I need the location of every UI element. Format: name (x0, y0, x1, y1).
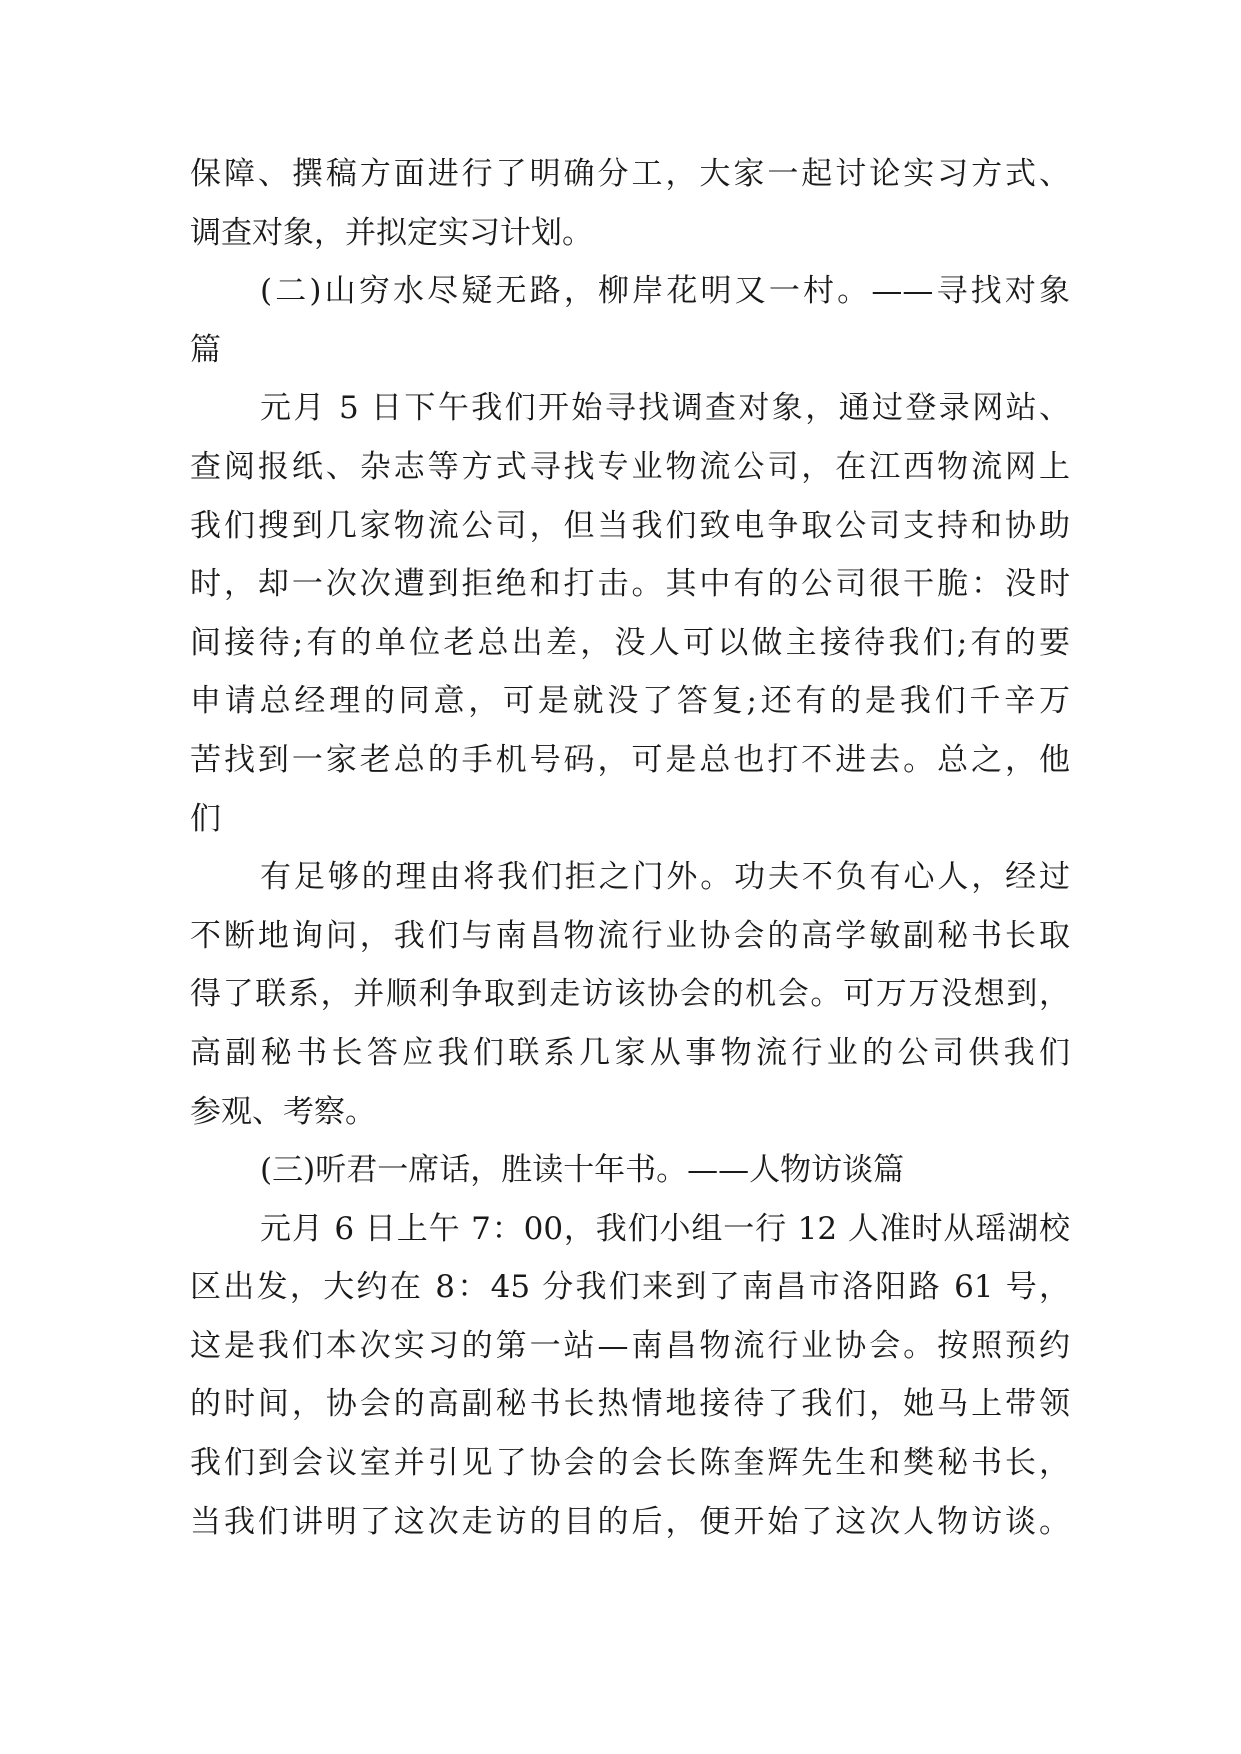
text-line: 元月 5 日下午我们开始寻找调查对象，通过登录网站、 (260, 390, 1070, 427)
document-body-text (190, 145, 1070, 1551)
text-line: 时，却一次次遭到拒绝和打击。其中有的公司很干脆：没时 (190, 566, 1070, 603)
text-line: 苦找到一家老总的手机号码，可是总也打不进去。总之，他 (190, 741, 1070, 778)
text-line: 查阅报纸、杂志等方式寻找专业物流公司，在江西物流网上 (190, 448, 1070, 485)
text-line: 当我们讲明了这次走访的目的后，便开始了这次人物访谈。 (190, 1503, 1070, 1540)
text-line: 保障、撰稿方面进行了明确分工，大家一起讨论实习方式、 (190, 156, 1070, 192)
text-line: 我们搜到几家物流公司，但当我们致电争取公司支持和协助 (190, 507, 1070, 544)
text-line: 申请总经理的同意，可是就没了答复;还有的是我们千辛万 (190, 683, 1070, 720)
text-line: 不断地询问，我们与南昌物流行业协会的高学敏副秘书长取 (190, 917, 1070, 954)
text-line: 我们到会议室并引见了协会的会长陈奎辉先生和樊秘书长， (190, 1445, 1070, 1482)
text-line: 区出发，大约在 8：45 分我们来到了南昌市洛阳路 61 号， (190, 1269, 1070, 1306)
text-line: 这是我们本次实习的第一站—南昌物流行业协会。按照预约 (190, 1327, 1070, 1364)
text-line: 们 (190, 800, 221, 837)
text-line: 篇 (190, 331, 221, 368)
text-line: 高副秘书长答应我们联系几家从事物流行业的公司供我们 (190, 1034, 1070, 1071)
text-line: 调查对象，并拟定实习计划。 (190, 214, 593, 251)
text-line: 参观、考察。 (190, 1093, 376, 1130)
text-line: 元月 6 日上午 7：00，我们小组一行 12 人准时从瑶湖校 (260, 1210, 1070, 1247)
text-line: 的时间，协会的高副秘书长热情地接待了我们，她马上带领 (190, 1386, 1070, 1423)
text-line: (二)山穷水尽疑无路，柳岸花明又一村。——寻找对象 (260, 273, 1070, 310)
text-line: 间接待;有的单位老总出差，没人可以做主接待我们;有的要 (190, 624, 1070, 661)
text-line: 有足够的理由将我们拒之门外。功夫不负有心人，经过 (260, 859, 1070, 896)
text-line: 得了联系，并顺利争取到走访该协会的机会。可万万没想到， (190, 976, 1070, 1013)
text-line: (三)听君一席话，胜读十年书。——人物访谈篇 (260, 1152, 905, 1189)
